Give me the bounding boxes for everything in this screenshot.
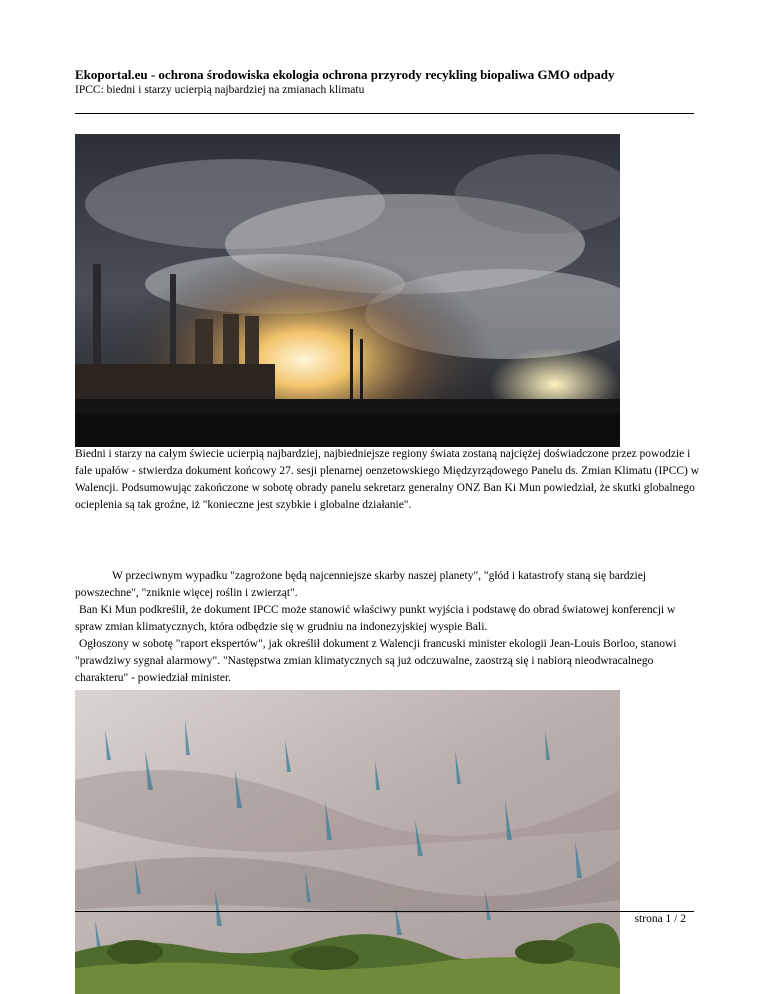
article-subtitle: IPCC: biedni i starzy ucierpią najbardziej na zmianach klimatu <box>75 84 365 96</box>
industrial-smoke-photo <box>75 134 620 447</box>
site-title: Ekoportal.eu - ochrona środowiska ekologia ochrona przyrody recykling biopaliwa GMO odpady <box>75 67 615 82</box>
article-body <box>75 568 700 687</box>
page-number: strona 1 / 2 <box>634 913 686 925</box>
article-paragraph-4: Ogłoszony w sobotę "raport ekspertów", jak określił dokument z Walencji francuski minister ekologii Jean-Louis Borloo, stanowi "prawdziwy sygnał alarmowy". "Następstwa zmian klimatycznych są już odczuwalne, zaostrzą się i nabiorą nieodwracalnego charakteru" - powiedział minister. <box>75 638 677 684</box>
glacier-ice-icon <box>75 690 620 994</box>
article-paragraph-2: W przeciwnym wypadku "zagrożone będą najcenniejsze skarby naszej planety", "głód i katastrofy staną się bardziej powszechne", "zniknie więcej roślin i zwierząt". <box>75 570 647 599</box>
glacier-photo <box>75 690 620 994</box>
article-paragraph-1: Biedni i starzy na całym świecie ucierpią najbardziej, najbiedniejsze regiony świata zostaną najciężej doświadczone przez powodzie i fale upałów - stwierdza dokument końcowy 27. sesji plenarnej oenzetowskiego Międzyrządowego Panelu ds. Zmian Klimatu (IPCC) w Walencji. Podsumowując zakończone w sobotę obrady panelu sekretarz generalny ONZ Ban Ki Mun powiedział, że skutki globalnego ocieplenia są tak groźne, iż "konieczne jest szybkie i globalne działanie". <box>75 448 700 511</box>
factory-smoke-night-icon <box>75 134 620 447</box>
article-paragraph-3: Ban Ki Mun podkreślił, że dokument IPCC może stanowić właściwy punkt wyjścia i podstawę do obrad światowej konferencji w spraw zmian klimatycznych, która odbędzie się w grudniu na indonezyjskiej wyspie Bali. <box>75 604 676 633</box>
header-divider <box>75 113 694 114</box>
footer-divider <box>75 911 694 912</box>
